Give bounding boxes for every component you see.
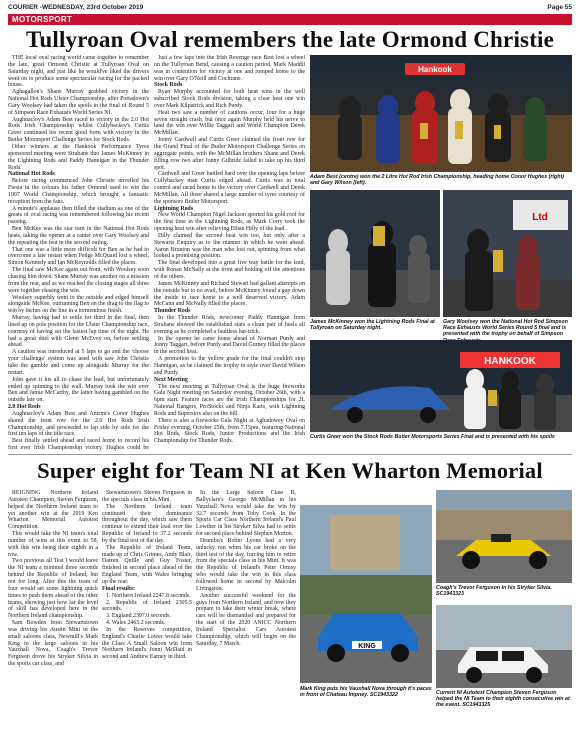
paragraph: Final results: (102, 585, 136, 592)
paragraph: National Hot Rods (8, 171, 55, 178)
paragraph: Before racing commenced John Christie unveiled his Fiesta in the colours his father Ormond used to win the 1997 World Championship, which brought a fantastic reception from the fans. (8, 178, 149, 205)
paragraph: James McKinney and Richard Stewart had gallant attempts on the outside but to no avail, before McKinney found a gap down the inside to race home to a well deserved victory. Adam McCann and McNally filled the places. (154, 280, 305, 308)
story1-headline: Tullyroan Oval remembers the late Ormond Christie (25, 27, 555, 52)
paragraph: 2.0 Hot Rods (8, 404, 41, 411)
photo-james-mckinney (310, 190, 440, 317)
caption-adam-best: Adam Best (centre) won the 2 Litre Hot Rod Irish Championship, heading home Conor Hughes (right) and Gary Wilson (left). (310, 174, 564, 187)
story2-column-3 (196, 490, 296, 732)
paragraph: In the Reserves competition, England's Charlie Lower would take the Class A Small Saloon win from Northern Ireland's Jonni McDaid in second and Andrew Earney in third. (102, 626, 192, 661)
caption-curtis-greer: Curtis Greer won the Stock Rods Butler Motorsports Series Final and is presented with his spoils (310, 434, 555, 440)
paragraph: A caution was introduced at 5 laps to go and the 'choose your challenge' system was used with saw John Christie take the gamble and come up alongside Murray for the restart. (8, 349, 149, 376)
paragraph: That one was a little more difficult for Ben as he had to overcome a late restart when Pedge McQuaid lost a wheel, Simon Kennedy and Ian McReynolds filled the places. (8, 246, 149, 267)
paragraph: This would take the NI team's total number of wins at this event to 58, with this win being their eighth in a row. (8, 531, 98, 558)
paragraph: 4. Wales 2465.2 seconds. (106, 620, 166, 627)
photo-adam-best-image (310, 55, 572, 172)
paragraph: New World Champion Nigel Jackson sported his gold roof for the first time in the Lightning Rods, as Mark Corry took the opening heat win after relieving Ethan Hilly of the lead. (154, 212, 305, 233)
paragraph: Another successful weekend for the guys from Northern Ireland, and now they prepare to take their winter break, where cars will be dismantled and prepared for the start of the 2020 ANICC Northern Ireland Specialist Cars Autotest Championship, which will begin on the Saturday, 7 March. (196, 592, 296, 647)
paragraph: A promotion to the yellow grade for the final couldn't stop Hannigan, as he claimed the trophy in style over David Wilson and Purdy. (154, 356, 305, 376)
photo-gary-woolsey (443, 190, 572, 317)
paragraph: Heat two saw a number of cautions occur, four for a huge seven straight crash, but once again Murphy held his nerve to land the win over Willie Taggart and World Champion Derek McMillan. (154, 109, 305, 137)
photo-trevor-ferguson (436, 490, 572, 583)
paragraph: Cardwell and Greer battled hard over the opening laps before Cullybackey man Curtis edged ahead. Curtis was in total control and raced home to the victory over Cardwell and Derek McMillan. All three shared a large number of tyres courtesy of the sponsors Butler Motorsport. (154, 171, 305, 205)
paragraph: Woolsey superbly went to the outside and edged himself alongside McKee, outrunning Ben on the drag to the flag to win by inches on the line in a tremendous finish. (8, 294, 149, 315)
photo-mark-king-plate: KING (358, 643, 376, 650)
paragraph: Thunder Rods (154, 308, 191, 315)
paragraph: Just a few laps into the Irish Revenge race Best lost a wheel on the Tullyroan Bend, causing a caution period. Mark Maddil was in contention for victory at one and romped home to the win over Gary O'Neill and Cochrane. (154, 55, 305, 82)
paragraph: Two previous all Test I would leave the NI team a minimal three seconds behind the Republic of Ireland, but not for long. After this the team of four would set some lightning quick times to push them ahead of the other teams, showing just how far the level of skill has developed here in the Northern Ireland championship. (8, 558, 98, 620)
story2-column-2 (102, 490, 192, 732)
paragraph: Aghagallon's Shane Murray grabbed victory in the National Hot Rods Ulster Championship, after Portadown's Gary Woolsey had taken the spoils in the final of Round 5 of Simpson Race Exhausts World Series NI. (8, 89, 149, 116)
story2-headline: Super eight for Team NI at Ken Wharton Memorial (37, 458, 543, 483)
photo-gary-woolsey-image (443, 190, 572, 317)
story1-column-2 (154, 55, 305, 451)
caption-trevor-ferguson: Coagh's Trevor Ferguson in his Stryker Silvia. SC1943323 (436, 585, 552, 598)
photo3-sign: Ltd (532, 212, 548, 223)
paragraph: In the opener he came home ahead of Norman Purdy and Jonny Taggart, before Purdy and David Gurney filled the places in the second heat. (154, 335, 305, 356)
photo-james-mckinney-image (310, 190, 440, 317)
paragraph: Aughnacloy's Adam Best raced to victory in the 2.0 Hot Rods Irish Championship whilst Cullybackey's Curtis Greer continued his recent good form with victory in the Butler Motorsport Challenge Series for Stock Rods. (8, 116, 149, 144)
section-bar (8, 14, 572, 25)
paragraph: Ben McKee was the star turn in the National Hot Rods heats, taking the opener at a canter over Gary Woolsey and the repeating the feat in the second outing. (8, 226, 149, 246)
section-label: MOTORSPORT (12, 15, 73, 24)
photo-mark-king (300, 505, 432, 683)
paragraph: Other winners at the Hankook Performance Tyres sponsored meeting were Strabane duo James McKinney in the Lightning Rods and Paddy Hannigan in the Thunder Rods. (8, 143, 149, 171)
paragraph: The Republic of Ireland Team, made up of Chris Grimes, Andy Blair, Darren Quille and Guy Foster, finished in second place ahead of the England Team, with Wales bringing up the rear. (102, 544, 192, 585)
paragraph: In the Large Saloon Class B, Ballyclare's George McMillan in his Vauxhall Nova would take the win by 32.7 seconds from Toby Cook. In the Sports Car Class Northern Ireland's Paul Lowther in his Stryker Silva had to settle for second place behind Stephen Morton. (196, 490, 296, 538)
page-number: Page 55 (547, 4, 572, 11)
paragraph: The final saw McKee again out front, with Woolsey soon chasing him down. Shane Murray was another on a mission from the rear, and as we reached the closing stages all three were together chasing the win. (8, 267, 149, 294)
photo-steven-ferguson-image (436, 605, 572, 688)
caption-steven-ferguson: Current NI Autotest Champion Steven Ferguson helped the NI Team to their eighth consecutive win at the event. SC1943325 (436, 690, 570, 709)
paragraph: The next meeting at Tullyroan Oval is the huge fireworks Gala Night meeting on Saturday evening, October 26th, with a 6pm start. Feature races are the Irish Championships for 2L National Bangers, ProStocks and Ninja Karts, with Lightning Rods and Superstox also on the bill. (154, 383, 305, 417)
paragraph: THE local oval racing world came together to remember the late, great Ormond Christie at Tullyroan Oval on Saturday night, and just like he would've liked the drivers went on to produce some spectacular racing for the packed house. (8, 55, 149, 89)
photo1-sign: Hankook (418, 65, 452, 74)
photo-mark-king-image (300, 505, 432, 683)
story2-column-1 (8, 490, 98, 732)
caption-james-mckinney: James McKinney won the Lightning Rods Final at Tullyroan on Saturday night. (310, 319, 435, 332)
paragraph: Drumbo's Robin Lyons had a very unlucky run when his car broke on the third test of the day, forcing him to retire from the specials class in his Mini. It was the Republic of Ireland's Peter Ormsy who would take the win in this class followed home in second by Malcolm Livingston. (196, 537, 296, 592)
story-divider (8, 454, 572, 455)
caption-gary-woolsey: Gary Woolsey won the National Hot Rod Simpson Race Exhausts World Series Round 5 final and is presented with the trophy on behalf of Simpson (443, 319, 568, 338)
story1-column-1 (8, 55, 149, 451)
masthead (8, 4, 572, 14)
paragraph: A minute's applause then filled the stadium as one of the greats of oval racing was remembered following his recent passing. (8, 205, 149, 226)
photo-steven-ferguson (436, 605, 572, 688)
paragraph: Sam Bowden from Stewartstown was driving his Austin Mini in the small saloons class, Newmill's Mark King in the large saloons in his Vauxhall Nova, Coagh's Trevor Ferguson drove his Stryker Silvia in the sports car class, and (8, 620, 98, 668)
paragraph: Lightning Rods (154, 205, 194, 212)
paragraph: Stock Rods (154, 82, 183, 89)
paragraph: Next Meeting (154, 376, 188, 383)
photo-curtis-greer-image (310, 340, 572, 432)
paragraph: Ryan Murphy accounted for both heat wins in the well subscribed Stock Rods division, taking a clear heat one win over Mark Kilpatrick and Rich Purdy. (154, 89, 305, 109)
paragraph: 3. England 2397.0 seconds. (106, 613, 171, 620)
paragraph: 2. Republic of Ireland 2305.5 seconds. (102, 599, 192, 613)
paragraph: Murray, having had to settle for third in the final, then lined up on pole position for the Ulster Championship race, courtesy of having set the fastest lap time of the night. He had a great duel with Glenn McEvoy on, before settling ahead. (8, 315, 149, 349)
paragraph: Jonny Cardwell and Curtis Greer claimed the front row for the Grand Final of the Butler Motorsport Challenge Series on aggregate points, with the McMillan brothers Shane and Derek filling row two after Jonny Gilbride failed to take up his third spot. (154, 137, 305, 171)
masthead-date: COURIER -WEDNESDAY, 23rd October 2019 (8, 4, 144, 11)
photo-trevor-ferguson-image (436, 490, 572, 583)
paragraph: The Northern Ireland team continued their dominance throughout the day, which saw them continue to extend their lead over the Republic of Ireland to 37.2 seconds by the final test of the day. (102, 503, 192, 544)
photo-curtis-greer (310, 340, 572, 432)
photo4-sign: HANKOOK (484, 356, 536, 367)
photo-adam-best (310, 55, 572, 172)
paragraph: In the Thunder Rods, newcomer Paddy Hannigan from Strabane showed the established stars a clean pair of heels all evening as he completed a faultless hat-trick. (154, 315, 305, 335)
paragraph: The final developed into a great five way battle for the lead, with Ronan McNally at the front and holding off the attentions of the others. (154, 260, 305, 280)
caption-mark-king: Mark King puts his Vauxhall Nova through it's paces in front of Chateau Impney. SC1943322 (300, 686, 432, 699)
paragraph: Stewartstown's Steven Ferguson in the specials class in his Mini. (102, 490, 192, 503)
paragraph: Best finally settled ahead and raced home to record his first ever Irish Championship victory. Hughes could be (8, 438, 149, 451)
paragraph: REIGNING Northern Ireland Autotest Champion, Steven Ferguson, helped the Northern Ireland team to yet another win at the 2019 Ken Wharton Memorial Autotest Competition. (8, 490, 98, 531)
paragraph: Aughnacloy's Adam Best and Antrim's Conor Hughes shared the front row for the 2.0 Hot Rods Irish Championship, and proceeded to lap side by side for the first ten laps of the title race. (8, 410, 149, 438)
paragraph: 1. Northern Ireland 2247.8 seconds. (106, 592, 191, 599)
paragraph: John gave it his all to chase the lead, but unfortunately ended up spinning to the wall. Murray took the win over Ben and Jamie McCarthy, the latter having gambled on the outside late on. (8, 376, 149, 404)
paragraph: Dilly claimed the second heat win too, but only after a Stewarts Enquiry as to the manner in which he went ahead. Aaron Brunton was the man who lost out, spinning from what looked a promising position. (154, 232, 305, 260)
paragraph: There is also a fireworks Gala Night at Aghadowey Oval on Friday evening, October 25th, from 7.15pm, featuring National Hot Rods, Stock Rods, Junior Productions and the Irish Championship for Thunder Rods. (154, 417, 305, 445)
